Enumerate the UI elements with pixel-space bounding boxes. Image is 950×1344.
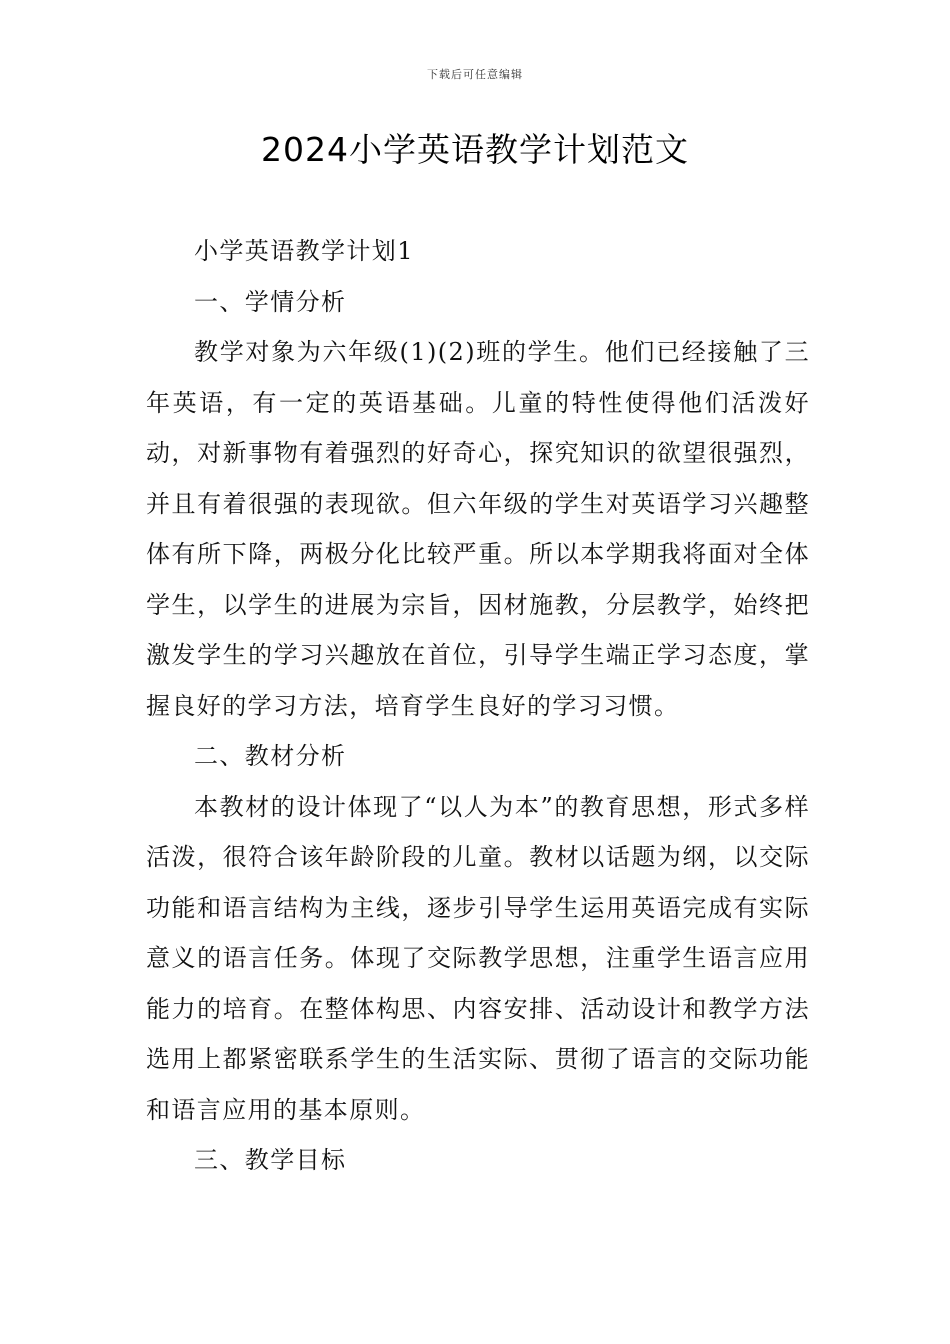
document-body (146, 226, 810, 1186)
paragraph-student-analysis: 教学对象为六年级(1)(2)班的学生。他们已经接触了三年英语，有一定的英语基础。儿童的特性使得他们活泼好动，对新事物有着强烈的好奇心，探究知识的欲望很强烈，并且有着很强的表现欲。但六年级的学生对英语学习兴趣整体有所下降，两极分化比较严重。所以本学期我将面对全体学生，以学生的进展为宗旨，因材施教，分层教学，始终把激发学生的学习兴趣放在首位，引导学生端正学习态度，掌握良好的学习方法，培育学生良好的学习习惯。 (146, 338, 810, 720)
paragraph-textbook-analysis: 本教材的设计体现了“以人为本”的教育思想，形式多样活泼，很符合该年龄阶段的儿童。教材以话题为纲，以交际功能和语言结构为主线，逐步引导学生运用英语完成有实际意义的语言任务。体现了交际教学思想，注重学生语言应用能力的培育。在整体构思、内容安排、活动设计和教学方法选用上都紧密联系学生的生活实际、贯彻了语言的交际功能和语言应用的基本原则。 (146, 792, 810, 1124)
section-heading-teaching-goals: 三、教学目标 (194, 1146, 347, 1174)
header-note: 下载后可任意编辑 (427, 68, 523, 81)
document-title: 2024小学英语教学计划范文 (261, 130, 689, 169)
section-heading-student-analysis: 一、学情分析 (194, 287, 347, 316)
section-heading-plan: 小学英语教学计划1 (194, 237, 414, 265)
section-heading-textbook-analysis: 二、教材分析 (194, 742, 347, 770)
